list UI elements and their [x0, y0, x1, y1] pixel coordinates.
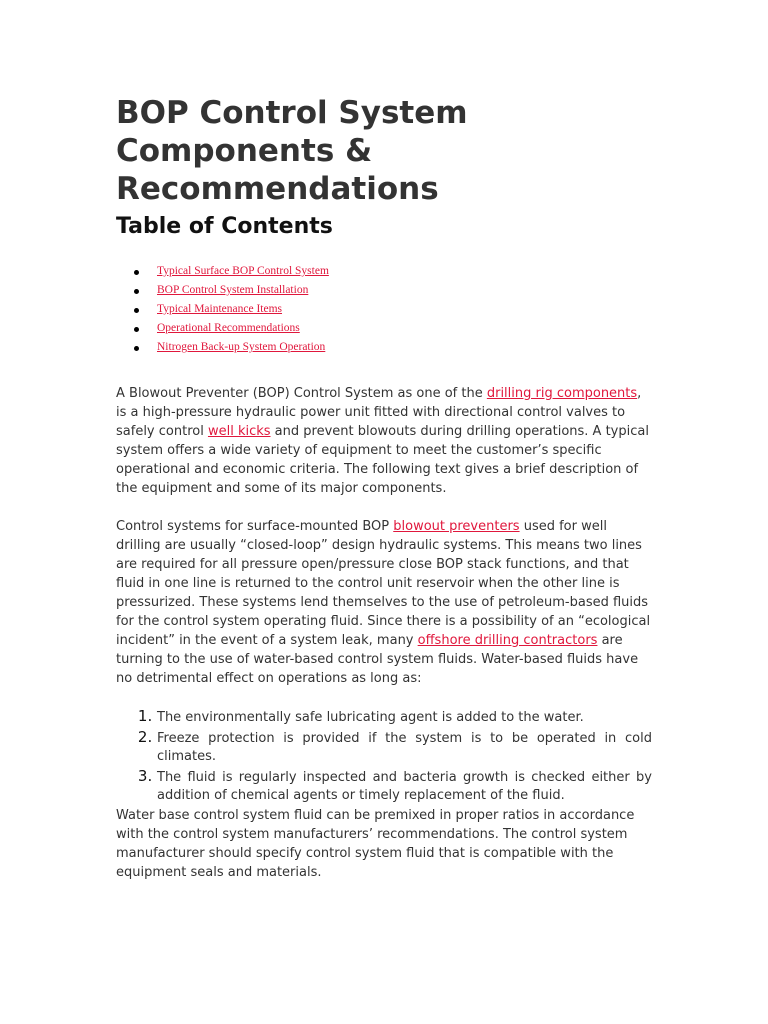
- toc-item: [157, 281, 652, 300]
- toc-link-operational-recommendations[interactable]: Operational Recommendations: [157, 322, 300, 334]
- control-systems-text-1: Control systems for surface-mounted BOP: [116, 519, 394, 534]
- page-title: BOP Control System Components & Recommendations: [116, 95, 468, 207]
- well-kicks-link[interactable]: well kicks: [207, 424, 271, 439]
- drilling-rig-components-link[interactable]: drilling rig components: [486, 386, 638, 401]
- control-systems-text-3: are turning to the use of water-based control system fluids. Water-based fluids have no detrimental effect on operations as long as:: [116, 633, 639, 686]
- intro-paragraph: [116, 384, 652, 498]
- toc-link-bop-control-system-installation[interactable]: BOP Control System Installation: [157, 284, 309, 296]
- toc-link-typical-maintenance-items[interactable]: Typical Maintenance Items: [157, 303, 283, 315]
- toc-heading: Table of Contents: [116, 214, 333, 239]
- toc-link-typical-surface-bop-control-system[interactable]: Typical Surface BOP Control System: [157, 265, 329, 277]
- table-of-contents: [116, 262, 652, 357]
- closing-paragraph: Water base control system fluid can be premixed in proper ratios in accordance with the control system manufacturers’ recommendations. The control system manufacturer should specify control system fluid that is compatible with the equipment seals and materials.: [116, 807, 635, 880]
- intro-text-2: , is a high-pressure hydraulic power unit fitted with directional control valves to safely control: [116, 386, 642, 439]
- conditions-list: [116, 707, 652, 806]
- article-content: [116, 94, 652, 882]
- list-item: 1. The environmentally safe lubricating agent is added to the water.: [157, 707, 652, 728]
- control-systems-paragraph: [116, 517, 652, 688]
- toc-item: [157, 338, 652, 357]
- toc-link-nitrogen-back-up-system-operation[interactable]: Nitrogen Back-up System Operation: [157, 341, 326, 353]
- intro-text-1: A Blowout Preventer (BOP) Control System as one of the: [116, 386, 487, 401]
- toc-item: [157, 262, 652, 281]
- intro-text-3: and prevent blowouts during drilling operations. A typical system offers a wide variety of equipment to meet the customer’s specific operational and economic criteria. The following text gives a brief description of the equipment and some of its major components.: [116, 424, 649, 496]
- toc-item: [157, 300, 652, 319]
- offshore-drilling-contractors-link[interactable]: offshore drilling contractors: [417, 633, 598, 648]
- toc-item: [157, 319, 652, 338]
- blowout-preventers-link[interactable]: blowout preventers: [393, 519, 520, 534]
- list-item: 3. The fluid is regularly inspected and bacteria growth is checked either by addition of chemical agents or timely replacement of the fluid.: [157, 767, 652, 806]
- list-item: 2. Freeze protection is provided if the system is to be operated in cold climates.: [157, 728, 652, 767]
- control-systems-text-2: used for well drilling are usually “closed-loop” design hydraulic systems. This means two lines are required for all pressure open/pressure close BOP stack functions, and that fluid in one line is returned to the control unit reservoir when the other line is pressurized. These systems lend themselves to the use of petroleum-based fluids for the control system operating fluid. Since there is a possibility of an “ecological incident” in the event of a system leak, many: [116, 519, 651, 648]
